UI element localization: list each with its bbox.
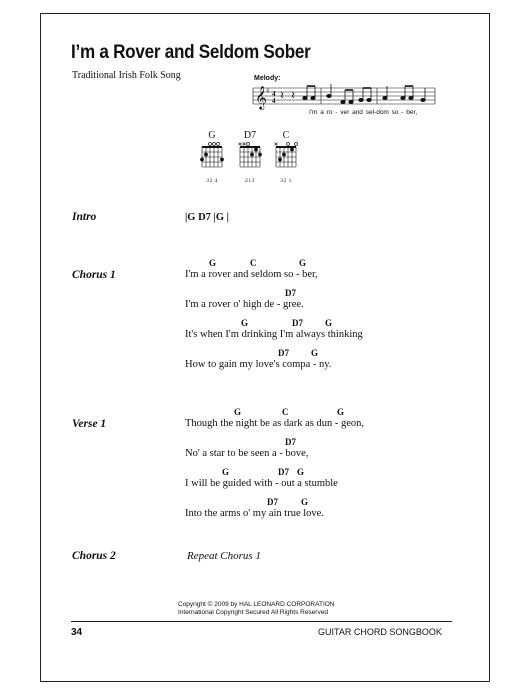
treble-clef-icon: 𝄞 (255, 85, 267, 109)
lyric-line: I'm a rover o' high de - gree. (185, 299, 304, 310)
chord-symbol: G (311, 348, 319, 358)
copyright-line-1: Copyright © 2009 by HAL LEONARD CORPORATION (178, 601, 335, 608)
chord-diagram-c (271, 130, 301, 184)
chord-fingering: 32 4 (206, 178, 218, 184)
chord-symbol: D7 (285, 437, 296, 447)
chord-symbol: C (250, 258, 257, 268)
book-title: GUITAR CHORD SONGBOOK (318, 627, 442, 637)
chord-fingering: 213 (245, 178, 255, 184)
footer-divider (71, 621, 452, 622)
chord-name: G (208, 130, 216, 141)
chord-symbol: D7 (267, 497, 278, 507)
svg-text:♯: ♯ (266, 87, 270, 95)
lyric-line: Into the arms o' my ain true love. (185, 508, 324, 519)
section-label-chorus-2: Chorus 2 (72, 550, 116, 562)
fretboard-icon (273, 142, 299, 172)
chord-fingering: 32 1 (280, 178, 292, 184)
song-subtitle: Traditional Irish Folk Song (72, 70, 181, 81)
lyric-line: How to gain my love's compa - ny. (185, 359, 332, 370)
chord-name: C (282, 130, 290, 141)
melody-label: Melody: (254, 75, 281, 82)
lyric-line: It's when I'm drinking I'm always thinking (185, 329, 363, 340)
lyric-line: Though the night be as dark as dun - geon, (185, 418, 365, 429)
chord-symbol: D7 (278, 348, 289, 358)
page-number: 34 (71, 627, 83, 638)
section-label-chorus-1: Chorus 1 (72, 269, 116, 281)
section-label-intro: Intro (72, 211, 97, 223)
chord-diagram-d7 (235, 130, 265, 184)
fretboard-icon (237, 142, 263, 172)
lyric-line: No' a star to be seen a - bove, (185, 448, 309, 459)
section-label-verse-1: Verse 1 (72, 418, 107, 430)
melody-lyrics: I'm a ro - ver and sel-dom so - ber, (309, 109, 418, 116)
chord-symbol: G (297, 467, 305, 477)
chord-name: D7 (243, 130, 257, 141)
melody-staff (251, 82, 437, 110)
chord-symbol: D7 (285, 288, 296, 298)
repeat-instruction: Repeat Chorus 1 (187, 550, 261, 562)
svg-text:4: 4 (272, 90, 276, 98)
chord-symbol: G (241, 318, 249, 328)
lyric-line: I will be guided with - out a stumble (185, 478, 338, 489)
chord-symbol: G (325, 318, 333, 328)
chord-symbol: G (234, 407, 242, 417)
chord-symbol: G (222, 467, 230, 477)
chord-diagram-g (197, 130, 227, 184)
chord-symbol: G (337, 407, 345, 417)
fretboard-icon (199, 142, 225, 172)
chord-symbol: D7 (292, 318, 303, 328)
chord-symbol: G (299, 258, 307, 268)
chord-symbol: D7 (278, 467, 289, 477)
page-border (40, 13, 490, 682)
svg-text:4: 4 (272, 97, 276, 105)
intro-chord-line: |G D7 |G | (185, 212, 229, 223)
song-title: I’m a Rover and Seldom Sober (71, 42, 311, 63)
chord-symbol: G (301, 497, 309, 507)
copyright-line-2: International Copyright Secured All Rights Reserved (178, 609, 328, 616)
lyric-line: I'm a rover and seldom so - ber, (185, 269, 318, 280)
chord-symbol: G (209, 258, 217, 268)
chord-symbol: C (282, 407, 289, 417)
